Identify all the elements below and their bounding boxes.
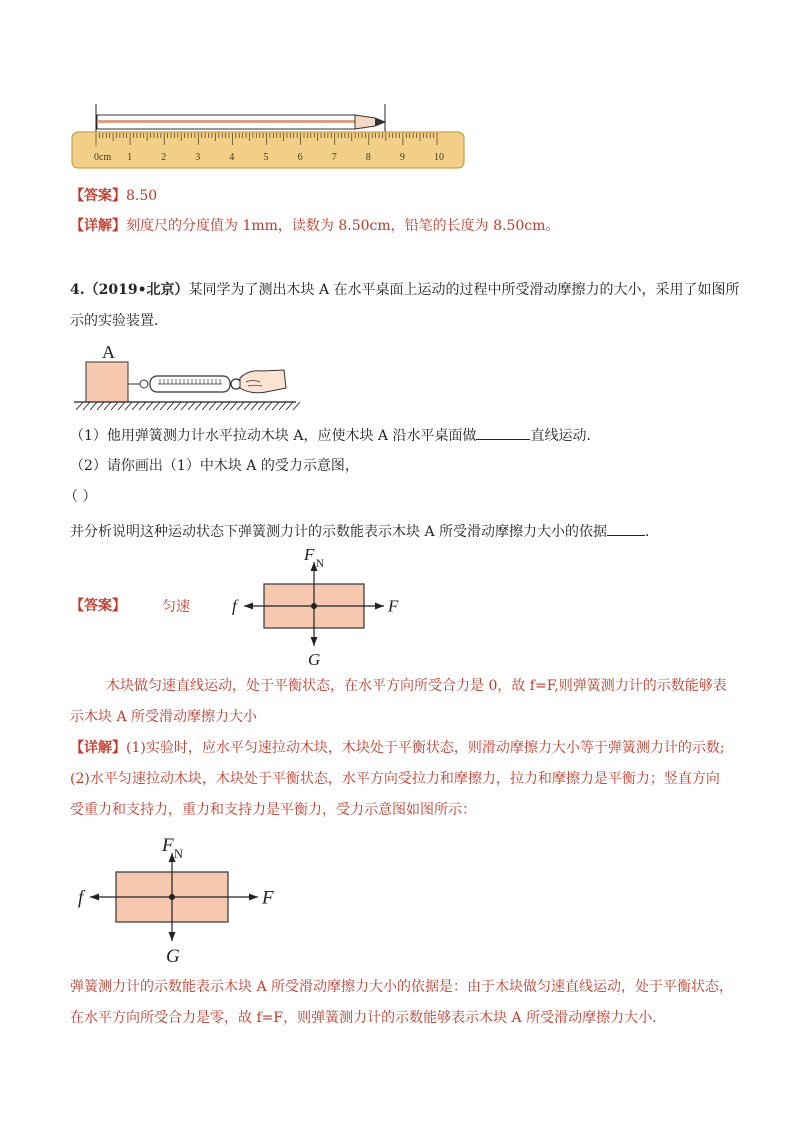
pull-force-arrow-head	[375, 603, 384, 610]
q4-detail-text1: (1)实验时，应水平匀速拉动木块，木块处于平衡状态，则滑动摩擦力大小等于弹簧测力计的示数;	[126, 740, 725, 756]
ruler-tick-label: 3	[195, 152, 201, 163]
friction-arrow-head	[244, 603, 253, 610]
center-point	[311, 603, 317, 609]
q4-answer-tag	[70, 596, 126, 616]
q4-sub3	[70, 521, 659, 542]
q4-stem-text: 某同学为了测出木块 A 在水平桌面上运动的过程中所受滑动摩擦力的大小，采用了如图所	[188, 282, 740, 298]
q4-answer-explain-line2: 示木块 A 所受滑动摩擦力大小	[70, 709, 258, 725]
q4-detail-line2: (2)水平匀速拉动木块，木块处于平衡状态，水平方向受拉力和摩擦力，拉力和摩擦力是平衡力；竖直方向	[70, 771, 720, 787]
q4-source: （2019•北京）	[84, 282, 189, 298]
q4-detail-line1	[70, 738, 725, 758]
q3-answer-tag: 【答案】	[70, 188, 126, 204]
ruler-tick-label: 8	[365, 152, 371, 163]
friction-label: f	[232, 596, 237, 616]
ruler-tick-label: 10	[434, 152, 444, 163]
ruler-tick-label: 2	[161, 152, 167, 163]
q3-detail-text: 刻度尺的分度值为 1mm，读数为 8.50cm，铅笔的长度为 8.50cm。	[126, 218, 560, 234]
normal-force-subscript: N	[316, 558, 324, 570]
gravity-label: G	[308, 650, 321, 669]
ground-hatching	[74, 402, 300, 410]
ruler-tick-label: 7	[331, 152, 337, 163]
normal-force-label: F	[162, 835, 174, 856]
ruler-tick-label: 9	[399, 152, 405, 163]
pull-force-arrow-head	[249, 894, 258, 901]
q4-answer-explain-line1: 木块做匀速直线运动，处于平衡状态，在水平方向所受合力是 0，故 f=F,则弹簧测力计的示数能够表	[106, 678, 727, 694]
q4-sub3-text: 并分析说明这种运动状态下弹簧测力计的示数能表示木块 A 所受滑动摩擦力大小的依据	[70, 524, 608, 540]
gravity-arrow-head	[311, 637, 318, 646]
pencil	[96, 104, 385, 134]
ruler-tick-label: 1	[127, 152, 133, 163]
ruler-tick-label: 6	[297, 152, 303, 163]
force-diagram-answer	[222, 540, 422, 670]
q4-answer-value: 匀速	[162, 599, 190, 615]
q4-detail-tag: 【详解】	[70, 740, 126, 756]
block-label: A	[102, 342, 115, 362]
q4-conclusion-line1: 弹簧测力计的示数能表示木块 A 所受滑动摩擦力大小的依据是：由于木块做匀速直线运动，处于平衡状态，	[70, 979, 734, 995]
q4-sub1-text: （1）他用弹簧测力计水平拉动木块 A，应使木块 A 沿水平桌面做	[70, 428, 477, 444]
apparatus-figure	[70, 338, 300, 412]
q4-stem-line1	[70, 280, 740, 300]
friction-arrow-head	[90, 894, 99, 901]
normal-force-label: F	[304, 545, 315, 564]
q4-sub1-after: 直线运动．	[530, 428, 601, 444]
ruler-pencil-figure	[60, 96, 480, 176]
q3-detail-row	[70, 216, 559, 236]
hand-icon	[240, 370, 286, 393]
q4-sub1	[70, 425, 600, 446]
pull-force-label: F	[388, 596, 399, 616]
q4-sub2-bracket[interactable]: （ ）	[64, 489, 97, 505]
ruler-tick-label: 4	[229, 152, 235, 163]
q4-sub1-blank[interactable]	[476, 425, 530, 440]
spring-scale	[128, 376, 241, 392]
block-a	[86, 362, 128, 402]
q4-sub3-after: ．	[645, 524, 660, 540]
q4-stem-line2: 示的实验装置．	[70, 313, 168, 329]
friction-label: f	[78, 887, 84, 909]
q4-conclusion-line2: 在水平方向所受合力是零，故 f=F，则弹簧测力计的示数能够表示木块 A 所受滑动摩擦力大小．	[70, 1010, 667, 1026]
q4-sub3-blank[interactable]	[607, 521, 645, 536]
gravity-label: G	[166, 946, 180, 966]
q3-answer-row	[70, 186, 157, 206]
ruler-tick-label: 0cm	[94, 152, 112, 163]
pull-force-label: F	[262, 887, 274, 909]
ruler-tick-label: 5	[263, 152, 269, 163]
center-point	[169, 894, 175, 900]
q4-sub2: （2）请你画出（1）中木块 A 的受力示意图，	[70, 458, 359, 474]
force-diagram-detail	[66, 826, 296, 966]
q3-answer-value: 8.50	[126, 188, 158, 204]
gravity-arrow-head	[169, 932, 176, 941]
q4-answer-tag-text: 【答案】	[70, 598, 126, 614]
q3-detail-tag: 【详解】	[70, 218, 126, 234]
q4-number: 4.	[70, 282, 85, 298]
q4-detail-line3: 受重力和支持力，重力和支持力是平衡力，受力示意图如图所示：	[70, 802, 476, 818]
normal-force-subscript: N	[174, 847, 183, 861]
